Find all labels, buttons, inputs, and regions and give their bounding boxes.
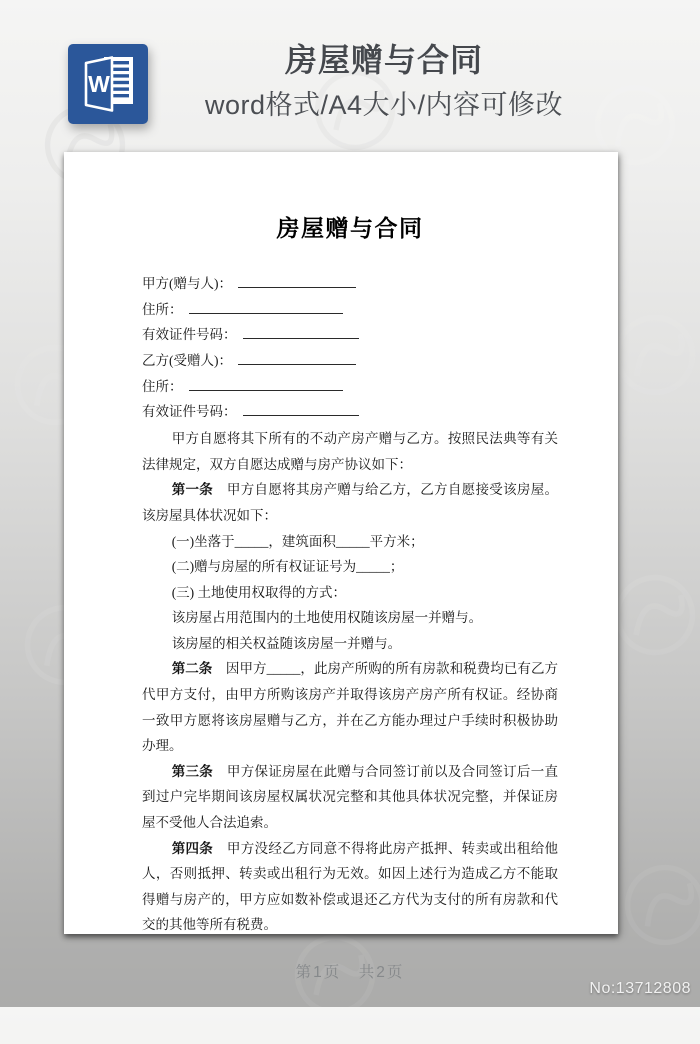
document-title: 房屋赠与合同 <box>276 216 424 241</box>
contract-paragraph: (三) 土地使用权取得的方式： <box>171 584 347 600</box>
paragraphs <box>142 426 558 938</box>
field-label: 住所： <box>142 378 183 394</box>
form-field-line <box>142 297 558 323</box>
blank-underline <box>189 377 343 391</box>
contract-paragraph: 第三条 甲方保证房屋在此赠与合同签订前以及合同签订后一直到过户完毕期间该房屋权属状况完整和其他具体状况完整，并保证房屋不受他人合法追索。 <box>142 763 559 831</box>
field-label: 甲方(赠与人)： <box>142 276 232 291</box>
clause-number: 第三条 <box>171 763 214 779</box>
blank-underline <box>189 300 343 314</box>
word-icon-letter: W <box>88 71 110 97</box>
field-label: 有效证件号码： <box>142 404 237 420</box>
form-field-line <box>142 399 558 425</box>
template-title: 房屋赠与合同 <box>284 42 483 78</box>
page-content <box>64 152 618 982</box>
contract-paragraph: 甲方自愿将其下所有的不动产房产赠与乙方。按照民法典等有关法律规定，双方自愿达成赠与房产协议如下： <box>142 431 558 472</box>
contract-paragraph: 该房屋占用范围内的土地使用权随该房屋一并赠与。 <box>171 610 483 626</box>
contract-paragraph: (一)坐落于_____，建筑面积_____平方米； <box>171 533 424 549</box>
page-number: 第1页 共2页 <box>295 964 405 981</box>
blank-underline <box>238 351 356 365</box>
header <box>0 0 700 145</box>
form-fields <box>142 271 558 425</box>
field-label: 乙方(受赠人)： <box>142 353 232 369</box>
blank-underline <box>243 325 359 339</box>
document-page-preview <box>64 152 618 981</box>
blank-underline <box>238 274 356 288</box>
contract-paragraph: 第二条 因甲方_____，此房产所购的所有房款和税费均已有乙方代甲方支付，由甲方所购该房产并取得该房产房产所有权证。经协商一致甲方愿将该房屋赠与乙方，并在乙方能办理过户手续时积极协助办理。 <box>142 661 559 754</box>
clause-number: 第一条 <box>171 482 214 498</box>
field-label: 住所： <box>142 301 183 317</box>
blank-underline <box>243 402 359 416</box>
clause-number: 第二条 <box>171 661 213 677</box>
contract-paragraph: (二)赠与房屋的所有权证证号为_____； <box>171 559 404 575</box>
form-field-line <box>142 271 558 297</box>
stock-number: No:13712808 <box>589 980 691 997</box>
contract-paragraph: 第一条 甲方自愿将其房产赠与给乙方，乙方自愿接受该房屋。该房屋具体状况如下： <box>142 482 559 523</box>
field-label: 有效证件号码： <box>142 327 237 343</box>
form-field-line <box>142 322 558 348</box>
contract-paragraph: 该房屋的相关权益随该房屋一并赠与。 <box>171 635 402 651</box>
form-field-line <box>142 348 558 374</box>
header-text <box>68 42 700 121</box>
form-field-line <box>142 374 558 400</box>
contract-paragraph: 第四条 甲方没经乙方同意不得将此房产抵押、转卖或出租给他人，否则抵押、转卖或出租行为无效。如因上述行为造成乙方不能取得赠与房产的，甲方应如数补偿或退还乙方代为支付的所有房款和代交的其他等所有税费。 <box>142 840 559 933</box>
template-subtitle: word格式/A4大小/内容可修改 <box>204 90 564 120</box>
clause-number: 第四条 <box>171 840 214 856</box>
